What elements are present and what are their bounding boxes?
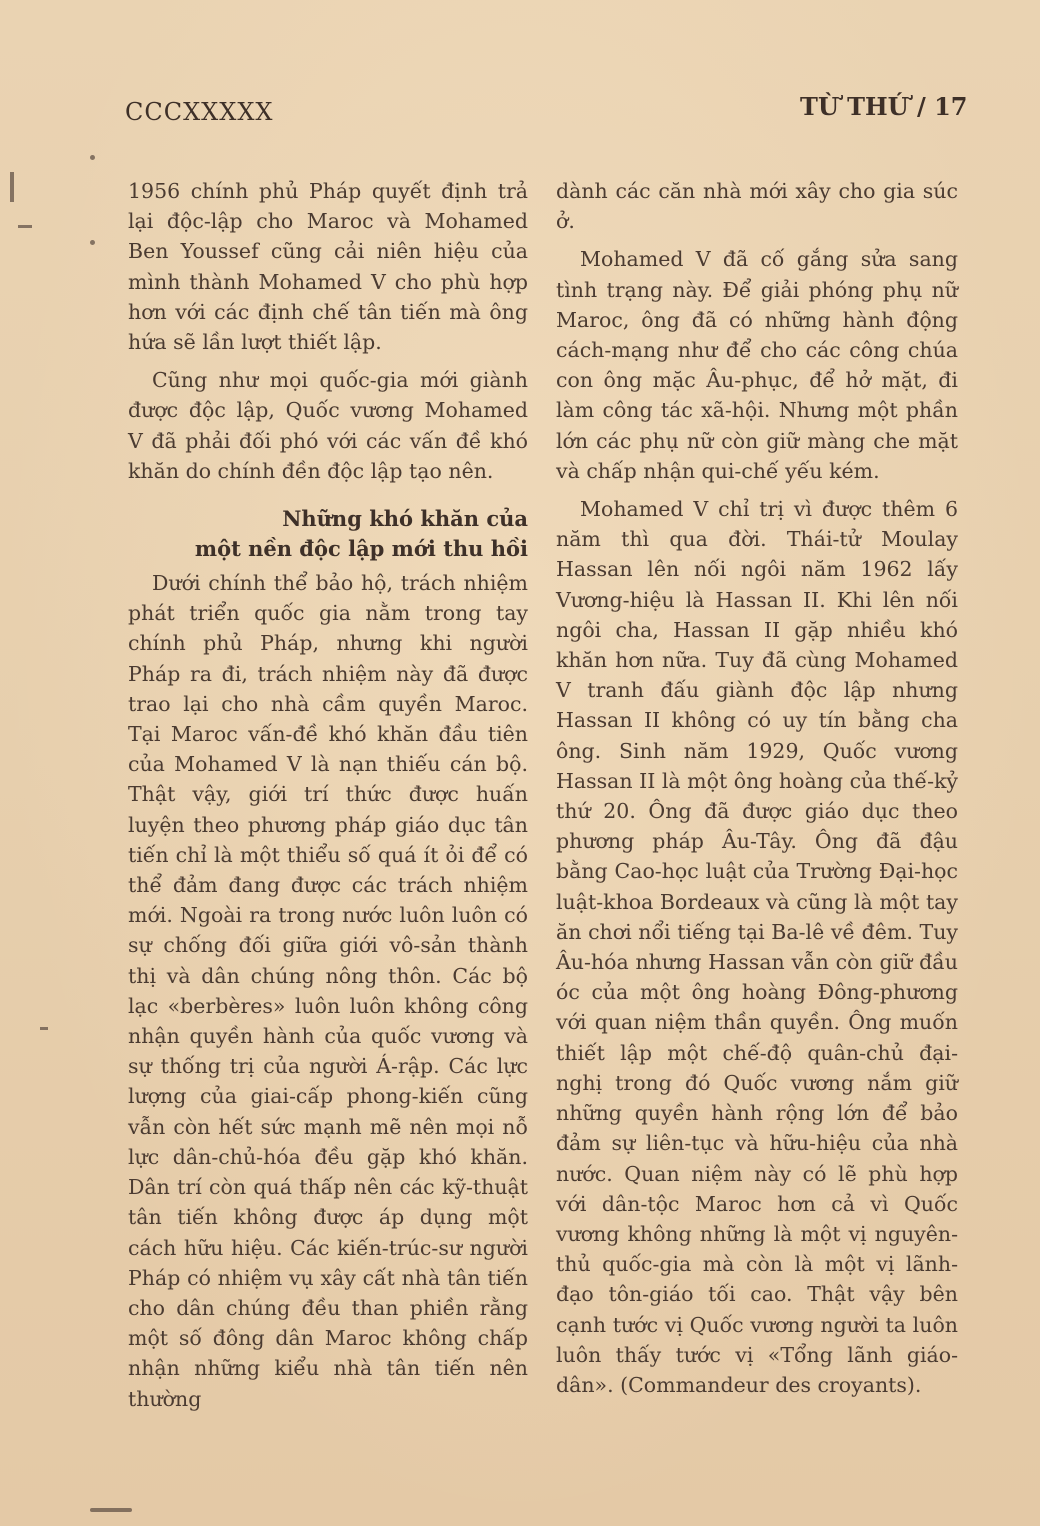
section-heading xyxy=(128,504,528,564)
section-heading-line: một nền độc lập mới thu hồi xyxy=(194,536,528,562)
right-column xyxy=(556,176,958,1408)
section-heading-line: Những khó khăn của xyxy=(282,506,528,532)
margin-mark xyxy=(90,240,95,245)
margin-mark xyxy=(90,155,95,160)
paragraph: Mohamed V chỉ trị vì được thêm 6 năm thì qua đời. Thái-tử Moulay Hassan lên nối ngôi năm 1962 lấy Vương-hiệu là Hassan II. Khi lên nối ngôi cha, Hassan II gặp nhiều khó khăn hơn nữa. Tuy đã cùng Mohamed V tranh đấu giành độc lập nhưng Hassan II không có uy tín bằng cha ông. Sinh năm 1929, Quốc vương Hassan II là một ông hoàng của thế-kỷ thứ 20. Ông đã được giáo dục theo phương pháp Âu-Tây. Ông đã đậu bằng Cao-học luật của Trường Đại-học luật-khoa Bordeaux và cũng là một tay ăn chơi nổi tiếng tại Ba-lê về đêm. Tuy Âu-hóa nhưng Hassan vẫn còn giữ đầu óc của một ông hoàng Đông-phương với quan niệm thần quyền. Ông muốn thiết lập một chế-độ quân-chủ đại-nghị trong đó Quốc vương nắm giữ những quyền hành rộng lớn để bảo đảm sự liên-tục và hữu-hiệu của nhà nước. Quan niệm này có lẽ phù hợp với dân-tộc Maroc hơn cả vì Quốc vương không những là một vị nguyên-thủ quốc-gia mà còn là một vị lãnh-đạo tôn-giáo tối cao. Thật vậy bên cạnh tước vị Quốc vương người ta luôn luôn thấy tước vị «Tổng lãnh giáo-dân». (Commandeur des croyants). xyxy=(556,497,958,1397)
paragraph: 1956 chính phủ Pháp quyết định trả lại độc-lập cho Maroc và Mohamed Ben Youssef cũng cải niên hiệu của mình thành Mohamed V cho phù hợp hơn với các định chế tân tiến mà ông hứa sẽ lần lượt thiết lập. xyxy=(128,179,528,355)
margin-mark xyxy=(18,225,32,228)
paragraph: dành các căn nhà mới xây cho gia súc ở. xyxy=(556,179,958,234)
paragraph: Dưới chính thể bảo hộ, trách nhiệm phát triển quốc gia nằm trong tay chính phủ Pháp, nhưng khi người Pháp ra đi, trách nhiệm này đã được trao lại cho nhà cầm quyền Maroc. Tại Maroc vấn-đề khó khăn đầu tiên của Mohamed V là nạn thiếu cán bộ. Thật vậy, giới trí thức được huấn luyện theo phương pháp giáo dục tân tiến chỉ là một thiểu số quá ít ỏi để có thể đảm đang được các trách nhiệm mới. Ngoài ra trong nước luôn luôn có sự chống đối giữa giới vô-sản thành thị và dân chúng nông thôn. Các bộ lạc «berbères» luôn luôn không công nhận quyền hành của quốc vương và sự thống trị của người Á-rập. Các lực lượng của giai-cấp phong-kiến cũng vẫn còn hết sức mạnh mẽ nên mọi nỗ lực dân-chủ-hóa đều gặp khó khăn. Dân trí còn quá thấp nên các kỹ-thuật tân tiến không được áp dụng một cách hữu hiệu. Các kiến-trúc-sư người Pháp có nhiệm vụ xây cất nhà tân tiến cho dân chúng đều than phiền rằng một số đông dân Maroc không chấp nhận những kiểu nhà tân tiến nên thường xyxy=(128,571,528,1411)
paragraph: Mohamed V đã cố gắng sửa sang tình trạng này. Để giải phóng phụ nữ Maroc, ông đã có những hành động cách-mạng như để cho các công chúa con ông mặc Âu-phục, để hở mặt, đi làm công tác xã-hội. Nhưng một phần lớn các phụ nữ còn giữ màng che mặt và chấp nhận qui-chế yếu kém. xyxy=(556,247,958,483)
margin-mark xyxy=(10,172,14,202)
header-page-code: CCCXXXXX xyxy=(125,98,274,126)
left-column xyxy=(128,176,528,1422)
margin-mark xyxy=(40,1027,48,1030)
header-page-number: TỪ THỨ / 17 xyxy=(800,92,968,121)
margin-mark xyxy=(90,1508,132,1512)
paragraph: Cũng như mọi quốc-gia mới giành được độc lập, Quốc vương Mohamed V đã phải đối phó với các vấn đề khó khăn do chính đền độc lập tạo nên. xyxy=(128,368,528,483)
